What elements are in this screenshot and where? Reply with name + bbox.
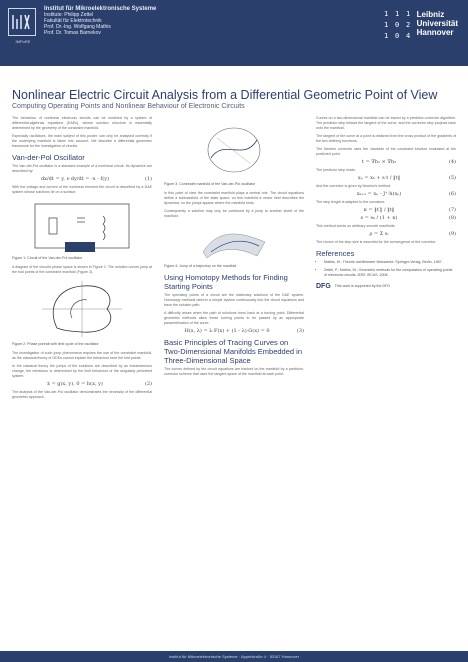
- section-paragraph: The predictor step reads:: [316, 168, 356, 172]
- mark-digit: 0: [395, 32, 400, 40]
- university-name: [417, 10, 458, 37]
- jump-trajectory-figure: [197, 222, 271, 262]
- mark-digit: 1: [406, 10, 411, 18]
- equation: [164, 329, 304, 334]
- institute-line: Prof. Dr. Tomas Barnekov: [44, 30, 101, 36]
- equation-number: (2): [144, 381, 152, 387]
- equation-body: xₖ₊₁ = xₚ - J⁺·h(xₚ): [356, 191, 402, 197]
- equation-number: (6): [448, 191, 456, 197]
- figure-caption: Figure 3: Constraint manifold of the Van-der-Pol oscillator: [164, 182, 256, 186]
- university-name-line: Leibniz: [416, 10, 445, 19]
- equation-body: ρ = Σ sᵢ: [369, 231, 389, 237]
- intro-paragraph: The behaviour of nonlinear electronic circuits can be modeled by a system of differential-algebraic equations (DAEs), whose solution structure is essentially determined by the geometry of the constraint manifold.: [12, 116, 152, 130]
- institute-title: Institut für Mikroelektronische Systeme: [44, 6, 157, 12]
- section-paragraph: The analysis of the Van-der-Pol oscillator demonstrates the necessity of the differential geometric approach.: [12, 390, 152, 399]
- section-paragraph: And the corrector is given by Newton's method:: [316, 184, 392, 188]
- equation-number: (9): [448, 231, 456, 237]
- university-mark: [382, 10, 413, 41]
- equation-number: (8): [448, 215, 456, 221]
- mark-digit: 4: [406, 32, 411, 40]
- reference-item: • Mathis, W.: Theorie nichtlinearer Netzwerke. Springer-Verlag, Berlin, 1987.: [324, 260, 456, 265]
- section-paragraph: The investigation of such jump phenomena requires the use of the constraint manifold, as the classical theory of ODEs cannot explain the behaviour near the fold points.: [12, 351, 152, 360]
- section-paragraph: The Van-der-Pol oscillator is a standard example of a nonlinear circuit. Its dynamics are described by:: [12, 164, 152, 173]
- mark-digit: 1: [384, 32, 389, 40]
- institute-logo: [8, 8, 36, 36]
- mark-digit: 2: [406, 21, 411, 29]
- equation: [316, 232, 456, 237]
- poster-title: Nonlinear Electric Circuit Analysis from a Differential Geometric Point of View: [12, 88, 438, 102]
- circuit-diagram: [27, 198, 137, 254]
- reference-item: • Zettel, P., Mathis, W.: Geometric methods for the computation of operating points of electronic circuits. IEEE ISCAS, 2008.: [324, 268, 456, 278]
- phase-portrait-figure: [37, 278, 127, 340]
- title-block: [12, 88, 456, 110]
- section-paragraph: A diagram of the circuit's phase space is shown in Figure 2. The solution curves jump at the fold points of the constraint manifold (Figure 3).: [12, 265, 152, 274]
- footer-bar: Institut für Mikroelektronische Systeme · Appelstraße 4 · 30167 Hannover: [0, 651, 468, 662]
- equation-body: dx/dt = y, ε·dy/dt = -x - f(y): [40, 176, 110, 182]
- section-heading: References: [316, 249, 355, 258]
- university-name-line: Hannover: [416, 28, 454, 37]
- section-paragraph: The curves defined by the circuit equations are tracked on the manifold by a predictor-corrector scheme that uses the tangent space of the manifold at each point.: [164, 367, 304, 376]
- mark-digit: 1: [395, 10, 400, 18]
- figure-caption: Figure 1: Circuit of the Van-der-Pol oscillator: [12, 256, 83, 260]
- equation-number: (5): [448, 175, 456, 181]
- section-heading: Van-der-Pol Oscillator: [12, 153, 85, 162]
- equation-body: H(x, λ) = λ·F(x) + (1 - λ)·G(x) = 0: [184, 328, 270, 334]
- equation: [316, 192, 456, 197]
- poster-subtitle: Computing Operating Points and Nonlinear Behaviour of Electronic Circuits: [12, 103, 245, 110]
- equation-body: s = s₀ / (1 + κ): [360, 215, 398, 221]
- equation-body: ẋ = g(x, y), 0 = h(x, y): [47, 381, 103, 387]
- acknowledgement: [316, 284, 456, 289]
- mark-digit: 1: [384, 21, 389, 29]
- section-heading: Using Homotopy Methods for Finding Starting Points: [164, 273, 288, 291]
- university-logo: [382, 10, 458, 41]
- section-paragraph: Consequently a solution may only be continued by a jump to another sheet of the manifold.: [164, 209, 304, 218]
- equation-body: t = ∇h₁ × ∇h₂: [361, 159, 397, 165]
- figure-caption: Figure 2: Phase portrait with limit cycle of the oscillator: [12, 342, 99, 346]
- mark-digit: 0: [395, 21, 400, 29]
- equation: [316, 216, 456, 221]
- header-bar: [0, 0, 468, 66]
- equation: [316, 176, 456, 181]
- section-paragraph: In this point of view the constraint manifold plays a central role. The circuit equations define a submanifold of the state space; on this manifold a vector field describes the dynamics, so the jumps appear where the manifold folds.: [164, 191, 304, 205]
- university-name-line: Universität: [416, 19, 458, 28]
- column-right: [316, 116, 456, 289]
- section-paragraph: The operating points of a circuit are the stationary solutions of the DAE system. Homotopy methods deform a simple system continuously into the circuit equations and trace the solution path.: [164, 293, 304, 307]
- logo-caption: IMPuRE: [15, 39, 31, 44]
- section-paragraph: Curves on a two-dimensional manifold can be traced by a predictor-corrector algorithm. The predictor step follows the tangent of the curve, and the corrector step projects back onto the manifold.: [316, 116, 456, 130]
- institute-line: Institute: Philipp Zettel: [44, 12, 94, 18]
- intro-paragraph: Especially oscillators, the main subject of this poster, can only be analysed correctly if the underlying manifold is taken into account. We describe a differential geometric framework for the investigation of circuits.: [12, 134, 152, 148]
- institute-line: Fakultät für Elektrotechnik: [44, 18, 102, 24]
- section-paragraph: The tangent of the curve at a point is obtained from the cross product of the gradients of the two defining functions.: [316, 134, 456, 143]
- column-left: [12, 116, 152, 403]
- section-paragraph: This method works on arbitrary smooth manifolds.: [316, 224, 396, 228]
- equation-number: (4): [448, 159, 456, 165]
- institute-info: [44, 6, 156, 36]
- equation-body: κ = ‖t′‖ / ‖t‖: [363, 207, 395, 213]
- equation: [12, 177, 152, 182]
- equation: [12, 382, 152, 387]
- acknowledgement-text: This work is supported by the DFG.: [334, 284, 392, 288]
- equation-body: xₚ = xₖ + s·t / ‖t‖: [357, 175, 401, 181]
- equation-number: (1): [144, 176, 152, 182]
- section-paragraph: The Newton corrector uses the Jacobian of the constraint function evaluated at the predicted point.: [316, 147, 456, 156]
- institute-line: Prof. Dr.-Ing. Wolfgang Mathis: [44, 24, 111, 30]
- dfg-logo: DFG: [316, 283, 331, 290]
- section-heading: Basic Principles of Tracing Curves on Two-Dimensional Manifolds Embedded in Three-Dimensional Space: [164, 338, 302, 365]
- equation-number: (7): [448, 207, 456, 213]
- section-paragraph: With the voltage and current of the nonlinear element the circuit is described by a DAE system whose solutions lie on a surface.: [12, 185, 152, 194]
- column-middle: [164, 116, 304, 380]
- section-paragraph: The choice of the step size is essential for the convergence of the corrector.: [316, 240, 437, 244]
- equation: [316, 208, 456, 213]
- figure-caption: Figure 4: Jump of a trajectory on the manifold: [164, 264, 237, 268]
- references-list: [316, 260, 456, 278]
- section-paragraph: In the classical theory the jumps of the solutions are described by an instantaneous change, the behaviour is determined by the limit behaviour of the singularly perturbed system.: [12, 364, 152, 378]
- constraint-manifold-figure: [199, 118, 269, 180]
- equation: [316, 160, 456, 165]
- equation-number: (3): [296, 328, 304, 334]
- section-paragraph: A difficulty arises when the path of solutions turns back at a turning point. Differential geometric methods allow these turning points to be passed by an appropriate parametrisation of the curve.: [164, 311, 304, 325]
- mark-digit: 1: [384, 10, 389, 18]
- institute-logo-icon: [9, 9, 35, 35]
- section-paragraph: The step length is adapted to the curvature.: [316, 200, 386, 204]
